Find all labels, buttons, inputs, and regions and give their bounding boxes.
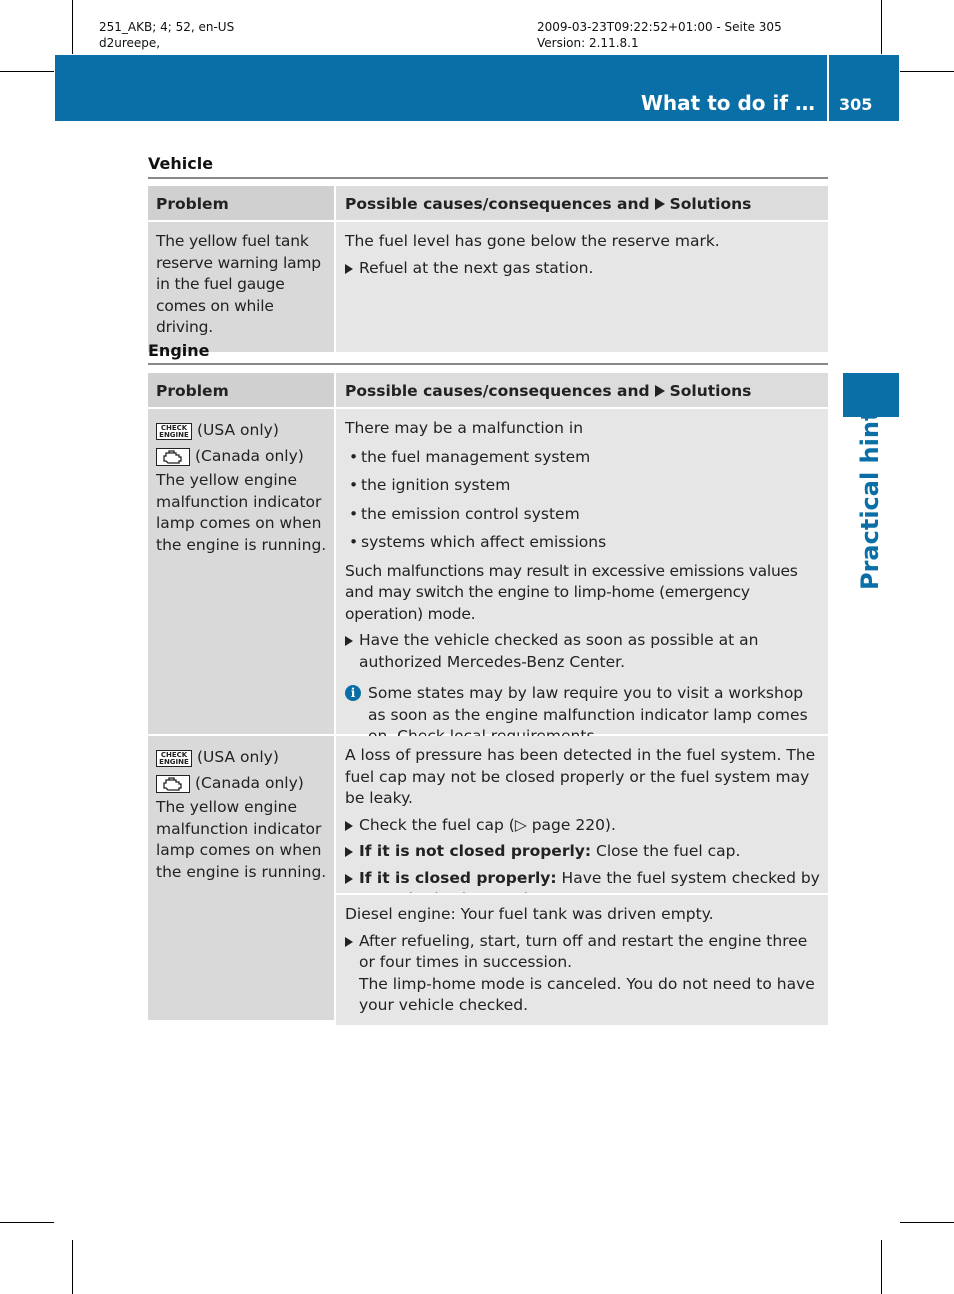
engine-outline-icon	[156, 448, 190, 466]
action-step	[345, 630, 821, 673]
arrow-icon	[655, 385, 665, 397]
table-header-row	[148, 373, 828, 407]
arrow-icon	[345, 937, 353, 947]
section-rule	[148, 363, 828, 365]
header-problem: Problem	[148, 373, 334, 407]
section-title-engine: Engine	[148, 341, 210, 360]
solution-cell	[334, 222, 828, 352]
crop-mark	[0, 71, 54, 72]
step-condition: If it is not closed properly:	[359, 842, 592, 860]
table-row	[148, 220, 828, 352]
usa-only-label: (USA only)	[197, 748, 279, 767]
action-step	[345, 931, 821, 1017]
step-action: Close the fuel cap.	[591, 842, 741, 860]
step-condition: If it is closed properly:	[359, 868, 557, 887]
header-solutions-text: Solutions	[669, 382, 752, 400]
canada-only-label: (Canada only)	[195, 447, 304, 466]
header-causes-text: Possible causes/consequences and	[345, 382, 650, 400]
step-text	[359, 931, 821, 1017]
solution-cell	[336, 736, 828, 893]
print-meta-right	[537, 19, 782, 51]
engine-outline-icon	[156, 775, 190, 793]
solution-cell	[334, 409, 828, 734]
bullet-icon: •	[349, 476, 359, 494]
bullet-icon: •	[349, 533, 359, 551]
problem-text: The yellow engine malfunction indicator lamp comes on when the engine is running.	[156, 798, 327, 881]
crop-mark	[900, 1222, 954, 1223]
meta-text: d2ureepe,	[99, 36, 161, 50]
step-text: Have the vehicle checked as soon as possible at an authorized Mercedes-Benz Center.	[359, 631, 759, 671]
arrow-icon	[345, 847, 353, 857]
usa-indicator-line	[156, 418, 328, 444]
problem-cell	[148, 409, 334, 734]
cause-intro: There may be a malfunction in	[345, 419, 584, 437]
paragraph: Diesel engine: Your fuel tank was driven empty.	[345, 905, 714, 923]
paragraph: Such malfunctions may result in excessive emissions values and may switch the engine to limp-home (emergency operation) mode.	[345, 561, 798, 623]
action-step	[345, 815, 821, 837]
table-row	[148, 734, 828, 1020]
chapter-header	[55, 55, 899, 121]
section-rule	[148, 177, 828, 179]
list-item	[345, 475, 821, 497]
header-causes-text: Possible causes/consequences and	[345, 195, 650, 213]
list-item	[345, 504, 821, 526]
chapter-title: What to do if …	[640, 91, 815, 115]
crop-mark	[900, 71, 954, 72]
check-engine-icon: CHECK ENGINE	[156, 750, 192, 767]
paragraph: A loss of pressure has been detected in the fuel system. The fuel cap may not be closed properly or the fuel system may be leaky.	[345, 746, 816, 807]
list-item-text: the emission control system	[361, 504, 580, 523]
bullet-icon: •	[349, 504, 359, 523]
list-item-text: the ignition system	[361, 476, 511, 494]
crop-mark	[72, 1240, 73, 1294]
arrow-icon	[345, 264, 353, 274]
header-solutions-text: Solutions	[669, 195, 752, 213]
bullet-icon: •	[349, 447, 359, 466]
engine-table	[148, 373, 828, 1020]
step-note: The limp-home mode is canceled. You do not need to have your vehicle checked.	[359, 974, 815, 1014]
check-engine-icon: CHECK ENGINE	[156, 423, 192, 440]
crop-mark	[881, 0, 882, 54]
info-icon: i	[345, 685, 361, 701]
header-divider	[827, 55, 829, 121]
canada-indicator-line	[156, 771, 328, 797]
step-text: Refuel at the next gas station.	[359, 258, 594, 277]
action-step	[345, 258, 821, 280]
crop-mark	[881, 1240, 882, 1294]
step-text	[359, 841, 740, 863]
list-item-text: systems which affect emissions	[361, 533, 607, 551]
meta-text: 2009-03-23T09:22:52+01:00 - Seite 305	[537, 20, 782, 34]
solution-column	[334, 736, 828, 1020]
arrow-icon	[345, 636, 353, 646]
problem-cell	[148, 736, 334, 1020]
crop-mark	[0, 1222, 54, 1223]
page-number: 305	[839, 95, 873, 114]
vehicle-table	[148, 186, 828, 352]
info-text: Some states may by law require you to visit a workshop as soon as the engine malfunction indicator lamp comes	[368, 684, 808, 724]
table-header-row	[148, 186, 828, 220]
header-problem: Problem	[148, 186, 334, 220]
header-causes	[334, 373, 828, 407]
side-section-label: Practical hints	[856, 395, 884, 590]
problem-text: The yellow engine malfunction indicator lamp comes on when the engine is running.	[156, 471, 327, 554]
usa-only-label: (USA only)	[197, 421, 279, 440]
header-causes	[334, 186, 828, 220]
arrow-icon	[655, 198, 665, 210]
table-row	[148, 407, 828, 734]
section-title-vehicle: Vehicle	[148, 154, 214, 173]
arrow-icon	[345, 874, 353, 884]
meta-text: Version: 2.11.8.1	[537, 36, 639, 50]
problem-cell: The yellow fuel tank reserve warning lamp in the fuel gauge comes on while driving.	[148, 222, 334, 352]
arrow-icon	[345, 821, 353, 831]
cause-text: The fuel level has gone below the reserve mark.	[345, 232, 720, 250]
list-item-text: the fuel management system	[361, 447, 591, 466]
canada-indicator-line	[156, 444, 328, 470]
list-item	[345, 447, 821, 469]
step-text: Check the fuel cap (▷ page 220).	[359, 815, 616, 834]
meta-text: 251_AKB; 4; 52, en-US	[99, 20, 235, 34]
list-item	[345, 532, 821, 554]
action-step	[345, 841, 821, 863]
usa-indicator-line	[156, 745, 328, 771]
step-action: After refueling, start, turn off and restart the engine three or four times in succession.	[359, 931, 808, 971]
print-meta-left	[99, 19, 234, 51]
step-action: Have the fuel system checked by	[561, 868, 820, 887]
canada-only-label: (Canada only)	[195, 774, 304, 793]
crop-mark	[72, 0, 73, 54]
solution-cell	[336, 893, 828, 1025]
